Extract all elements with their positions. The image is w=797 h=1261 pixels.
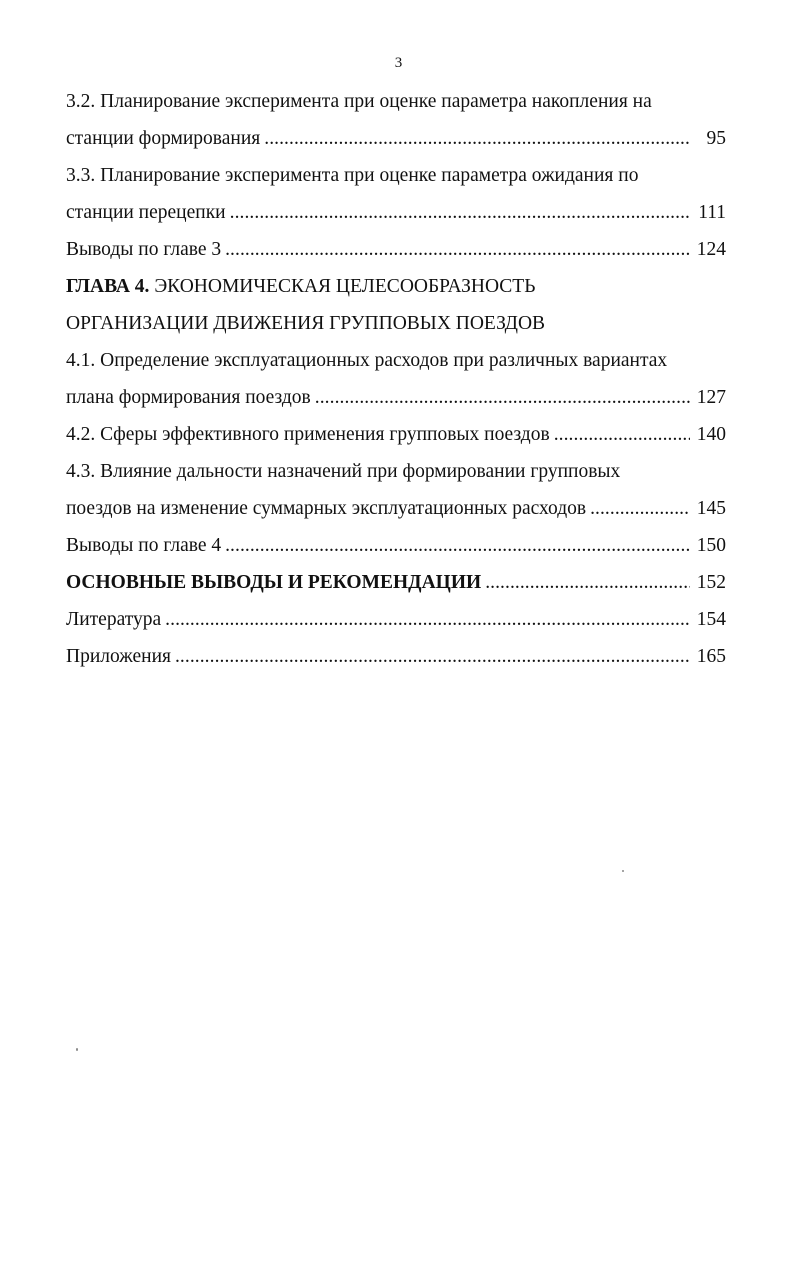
toc-entry-text: Выводы по главе 3 bbox=[66, 239, 222, 260]
toc-entry-main-conclusions bbox=[66, 564, 726, 601]
toc-entry-text: Литература bbox=[66, 609, 162, 630]
toc-page-number: 95 bbox=[706, 128, 726, 149]
chapter-title: ОРГАНИЗАЦИИ ДВИЖЕНИЯ ГРУППОВЫХ ПОЕЗДОВ bbox=[66, 313, 546, 334]
toc-entry-text: 4.2. Сферы эффективного применения групповых поездов bbox=[66, 424, 550, 445]
toc-entry-text: станции формирования bbox=[66, 128, 261, 149]
dot-leader bbox=[225, 231, 690, 268]
toc-page-number: 150 bbox=[696, 535, 726, 556]
page-number: 3 bbox=[394, 55, 403, 71]
toc-entry-text: 4.3. Влияние дальности назначений при формировании групповых bbox=[66, 461, 621, 482]
toc-page-number: 152 bbox=[696, 572, 726, 593]
toc-page-number: 140 bbox=[696, 424, 726, 445]
toc-entry-4-2 bbox=[66, 416, 726, 453]
toc-entry-3-2-title bbox=[66, 83, 726, 120]
toc-entry-ch4-conclusions bbox=[66, 527, 726, 564]
scan-speck bbox=[76, 1048, 78, 1051]
dot-leader bbox=[554, 416, 690, 453]
dot-leader bbox=[165, 601, 690, 638]
toc-entry-text: Приложения bbox=[66, 646, 171, 667]
dot-leader bbox=[485, 564, 690, 601]
chapter-title: ЭКОНОМИЧЕСКАЯ ЦЕЛЕСООБРАЗНОСТЬ bbox=[149, 276, 536, 297]
toc-entry-ch3-conclusions bbox=[66, 231, 726, 268]
table-of-contents bbox=[66, 83, 726, 675]
toc-entry-text: 4.1. Определение эксплуатационных расходов при различных вариантах bbox=[66, 350, 668, 371]
toc-entry-3-3-title bbox=[66, 157, 726, 194]
toc-entry-text: 3.3. Планирование эксперимента при оценке параметра ожидания по bbox=[66, 165, 639, 186]
toc-entry-4-1-leader bbox=[66, 379, 726, 416]
toc-entry-literature bbox=[66, 601, 726, 638]
toc-entry-4-3-title bbox=[66, 453, 726, 490]
toc-entry-text: плана формирования поездов bbox=[66, 387, 311, 408]
toc-entry-text: Выводы по главе 4 bbox=[66, 535, 222, 556]
toc-page-number: 165 bbox=[696, 646, 726, 667]
toc-chapter-4-heading bbox=[66, 268, 726, 305]
toc-entry-text: ОСНОВНЫЕ ВЫВОДЫ И РЕКОМЕНДАЦИИ bbox=[66, 572, 482, 593]
toc-entry-3-2-leader bbox=[66, 120, 726, 157]
toc-entry-text: поездов на изменение суммарных эксплуатационных расходов bbox=[66, 498, 587, 519]
toc-page-number: 154 bbox=[696, 609, 726, 630]
dot-leader bbox=[225, 527, 690, 564]
chapter-label: ГЛАВА 4. bbox=[66, 276, 150, 297]
toc-entry-text: станции перецепки bbox=[66, 202, 226, 223]
toc-page-number: 111 bbox=[698, 202, 726, 223]
dot-leader bbox=[230, 194, 690, 231]
toc-entry-appendices bbox=[66, 638, 726, 675]
dot-leader bbox=[175, 638, 690, 675]
toc-entry-text: 3.2. Планирование эксперимента при оценке параметра накопления на bbox=[66, 91, 652, 112]
toc-chapter-4-heading-cont bbox=[66, 305, 726, 342]
toc-entry-3-3-leader bbox=[66, 194, 726, 231]
dot-leader bbox=[315, 379, 690, 416]
dot-leader bbox=[590, 490, 690, 527]
toc-page-number: 127 bbox=[696, 387, 726, 408]
toc-entry-4-3-leader bbox=[66, 490, 726, 527]
toc-page-number: 145 bbox=[696, 498, 726, 519]
toc-page-number: 124 bbox=[696, 239, 726, 260]
scan-speck bbox=[622, 870, 624, 872]
toc-entry-4-1-title bbox=[66, 342, 726, 379]
dot-leader bbox=[264, 120, 690, 157]
